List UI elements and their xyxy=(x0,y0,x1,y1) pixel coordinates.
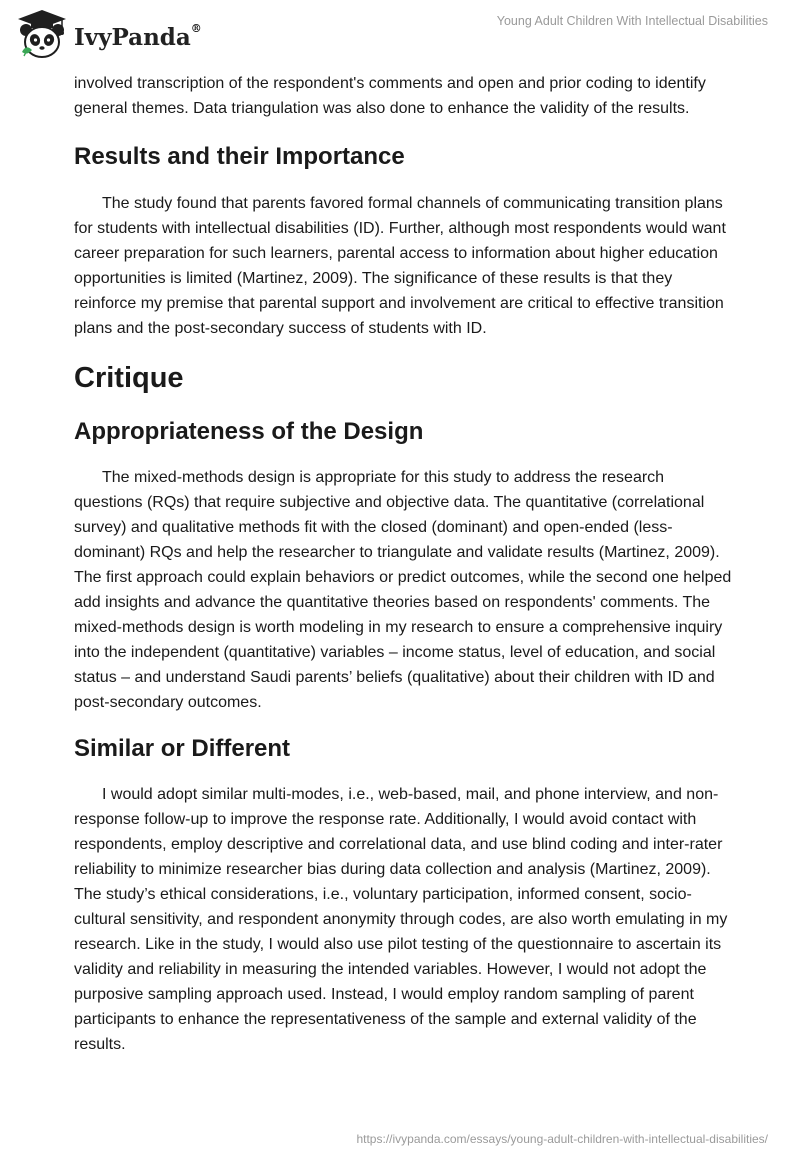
panda-graduate-icon xyxy=(14,8,70,62)
design-heading: Appropriateness of the Design xyxy=(74,418,424,445)
results-paragraph: The study found that parents favored formal channels of communicating transition plans for students with intellectual disabilities (ID). Further, although most respondents would want career preparation for such learners, parental access to information about higher education opportunities is limited (Martinez, 2009). The significance of these results is that they reinforce my premise that parental support and involvement are critical to effective transition plans and the post-secondary success of students with ID. xyxy=(74,195,726,337)
source-url[interactable]: https://ivypanda.com/essays/young-adult-children-with-intellectual-disabilities/ xyxy=(356,1132,768,1146)
similar-heading: Similar or Different xyxy=(74,735,291,762)
logo-wordmark xyxy=(74,21,202,51)
results-heading: Results and their Importance xyxy=(74,143,405,170)
intro-paragraph: involved transcription of the respondent's comments and open and prior coding to identify general themes. Data triangulation was also done to enhance the validity of the results. xyxy=(74,75,706,117)
critique-heading: Critique xyxy=(74,362,184,394)
brand-name: IvyPanda xyxy=(74,23,191,51)
ivypanda-logo[interactable] xyxy=(14,8,202,62)
document-title: Young Adult Children With Intellectual Disabilities xyxy=(496,14,768,28)
similar-paragraph: I would adopt similar multi-modes, i.e., web-based, mail, and phone interview, and non-response follow-up to improve the response rate. Additionally, I would avoid contact with respondents, employ descriptive and correlational data, and use blind coding and inter-rater reliability to minimize researcher bias during data collection and analysis (Martinez, 2009). The study’s ethical considerations, i.e., voluntary participation, informed consent, socio-cultural sensitivity, and respondent anonymity through codes, are also worth emulating in my research. Like in the study, I would also use pilot testing of the questionnaire to ascertain its validity and reliability in measuring the intended variables. However, I would not adopt the purposive sampling approach used. Instead, I would employ random sampling of parent participants to enhance the representativeness of the sample and external validity of the results. xyxy=(74,786,728,1053)
design-paragraph: The mixed-methods design is appropriate for this study to address the research questions (RQs) that require subjective and objective data. The quantitative (correlational survey) and qualitative methods fit with the closed (dominant) and open-ended (less-dominant) RQs and help the researcher to triangulate and validate results (Martinez, 2009). The first approach could explain behaviors or predict outcomes, while the second one helped add insights and advance the quantitative theories based on respondents' comments. The mixed-methods design is worth modeling in my research to ensure a comprehensive inquiry into the independent (quantitative) variables – income status, level of education, and social status – and understand Saudi parents’ beliefs (qualitative) about their children with ID and post-secondary outcomes. xyxy=(74,469,732,711)
page-header xyxy=(0,0,800,70)
essay-content xyxy=(74,71,734,1057)
registered-mark: ® xyxy=(190,21,202,35)
